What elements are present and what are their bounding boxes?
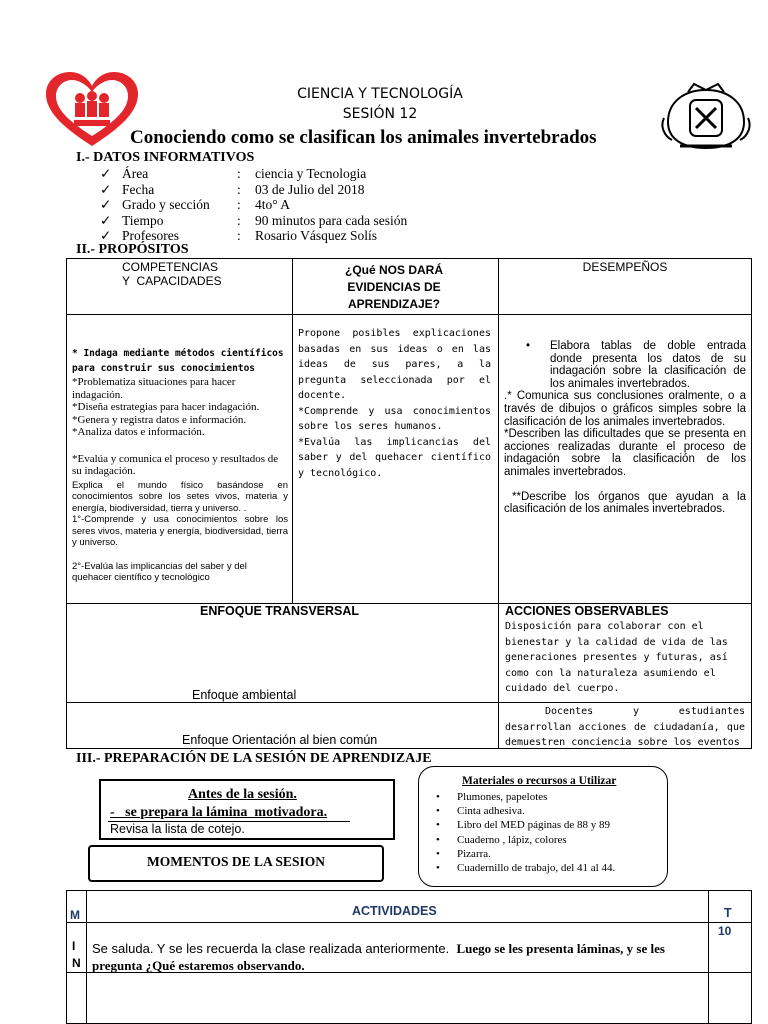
row-activity-text [92,940,704,974]
competencias-content [72,346,288,584]
materiales-title: Materiales o recursos a Utilizar [462,775,617,787]
section-3-heading: III.- PREPARACIÓN DE LA SESIÓN DE APRENDIZAJE [76,751,432,766]
enfoque-bien-comun: Enfoque Orientación al bien común [182,733,378,747]
check-icon: ✓ [100,181,112,197]
section-2-heading: II.- PROPÓSITOS [76,242,189,257]
check-icon: ✓ [100,197,112,212]
section-1-heading: I.- DATOS INFORMATIVOS [76,150,255,165]
material-item: • Cinta adhesiva. [436,805,525,818]
row-divider [66,922,752,923]
info-row: ✓ Profesores : Rosario Vásquez Solís [100,228,377,243]
info-row: ✓ Tiempo : 90 minutos para cada sesión [100,212,408,228]
capacidad-item: *Diseña estrategias para hacer indagación. [72,401,260,413]
evidencia-item: *Comprende y usa conocimientos sobre los seres humanos. [298,405,491,432]
materiales-list [436,790,615,875]
activity-text-bold: Luego se les presenta láminas, y se les pregunta ¿Qué estaremos observando. [92,941,665,973]
capacidades-list [72,376,288,439]
row-time: 10 [718,924,732,938]
check-icon: ✓ [100,166,112,181]
desempenos-content [504,340,746,516]
info-list [100,166,407,244]
explica-text: Explica el mundo físico basándose en conocimientos sobre los setes vivos, materia y energía, biodiversidad, tierra y universo. . [72,479,288,514]
enfoque-ambiental: Enfoque ambiental [192,688,297,702]
material-item: • Pizarra. [436,847,491,860]
row-divider [66,702,752,703]
col-divider [86,890,87,1024]
col-divider [292,258,293,604]
capacidad-item: *Problematiza situaciones para hacer indagación. [72,376,236,401]
evalua2-text: 2°-Evalúa las implicancias del saber y del quehacer científico y tecnológico [72,560,247,583]
bullet-icon: • [526,340,531,352]
competencia-main: * Indaga mediante métodos científicos para construir sus conocimientos [72,348,284,374]
capacidad-item: *Analiza datos e información. [72,426,205,438]
material-item: • Cuaderno , lápiz, colores [436,833,567,846]
antes-title: Antes de la sesión. [188,787,297,802]
info-row: ✓ Área : ciencia y Tecnologia [100,166,367,181]
acciones-header: ACCIONES OBSERVABLES [505,604,669,618]
activity-text-normal: Se saluda. Y se les recuerda la clase realizada anteriormente. [92,941,457,956]
page-title: Conociendo como se clasifican los animales invertebrados [130,127,597,148]
col-m-header: M [70,908,80,922]
accion-bien-comun: Docentes y estudiantes desarrollan acciones de ciudadanía, que demuestren conciencia sobre los eventos [505,706,745,748]
row-moment-letters: I N [72,939,81,970]
antes-line2: Revisa la lista de cotejo. [110,822,245,836]
col-actividades-header: ACTIVIDADES [352,904,437,918]
col-t-header: T [724,906,732,920]
desempeno-item: *Describen las dificultades que se presenta en acciones realizadas durante el proceso de indagación sobre la clasificación de los animales invertebrados. [504,428,746,478]
evidencia-item: *Evalúa las implicancias del saber y del quehacer científico y tecnológico. [298,436,491,479]
antes-line: - se prepara la lámina motivadora. [110,805,328,820]
area-title: CIENCIA Y TECNOLOGÍA [297,86,463,102]
evalua-text: *Evalúa y comunica el proceso y resultados de su indagación. [72,452,279,477]
info-row: ✓ Fecha : 03 de Julio del 2018 [100,181,365,197]
school-logo [44,70,140,150]
desempenos-header: DESEMPEÑOS [582,260,668,274]
capacidad-item: *Genera y registra datos e información. [72,413,247,426]
material-item: • Cuadernillo de trabajo, del 41 al 44. [436,862,616,875]
evidencias-content [298,326,491,481]
evidencias-header: ¿Qué NOS DARÁ EVIDENCIAS DE APRENDIZAJE? [344,263,443,311]
material-item: • Libro del MED páginas de 88 y 89 [436,819,611,832]
comprende-text: 1°-Comprende y usa conocimientos sobre los seres vivos, materia y energía, biodiversidad, tierra y universo. [72,514,288,548]
enfoque-header: ENFOQUE TRANSVERSAL [200,604,360,618]
accion-ambiental: Disposición para colaborar con el bienestar y la calidad de vida de las generaciones presentes y futuras, así como con la naturaleza asumiendo el cuidado del cuerpo. [505,621,728,694]
evidencia-item: Propone posibles explicaciones basadas en sus ideas o en las ideas de sus pares, a la pregunta seleccionada por el docente. [298,328,491,401]
check-icon: ✓ [100,212,112,228]
check-icon: ✓ [100,228,112,243]
info-row: ✓ Grado y sección : 4to° A [100,197,291,212]
material-item: • Plumones, papelotes [436,791,548,803]
crest-logo [660,82,752,154]
desempeno-item: **Describe los órganos que ayudan a la clasificación de los animales invertebrados. [504,490,746,516]
session-label: SESIÓN 12 [342,106,418,122]
col-divider [498,603,499,749]
row-divider [66,314,752,315]
momentos-label: MOMENTOS DE LA SESION [147,854,325,869]
competencias-header: COMPETENCIAS Y CAPACIDADES [122,260,222,288]
col-divider [708,890,709,1024]
desempeno-bullet: • Elabora tablas de doble entrada donde presenta los datos de su indagación sobre la clasificación de los animales invertebrados. [504,340,746,390]
desempeno-item: .* Comunica sus conclusiones oralmente, o a través de dibujos o gráficos simples sobre la clasificación de los animales invertebrados. [504,390,746,428]
